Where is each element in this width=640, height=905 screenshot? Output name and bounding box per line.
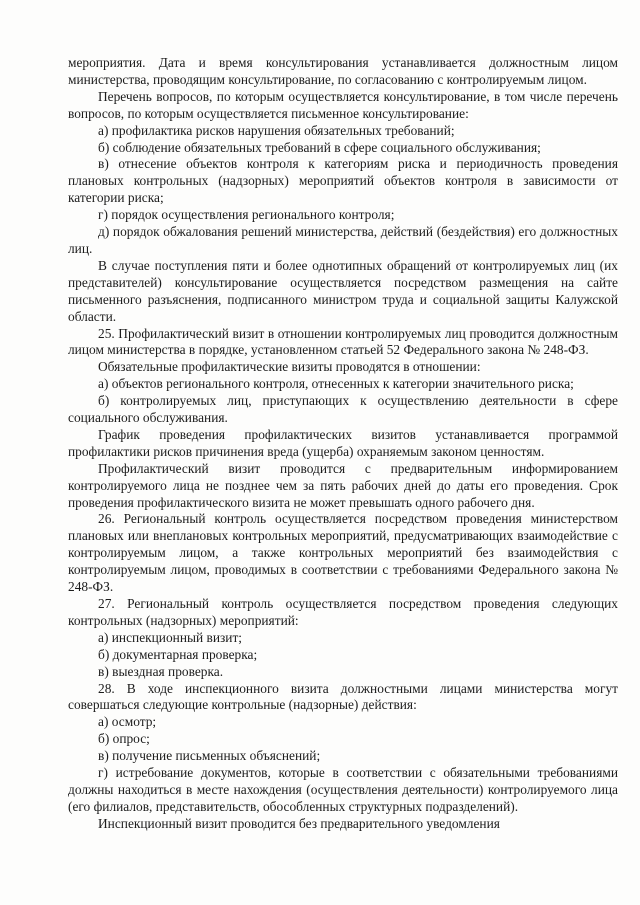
list-item-d-control-procedure: г) порядок осуществления регионального контроля; [98, 207, 395, 223]
list-item-c-risk-categories: в) отнесение объектов контроля к категориям риска и периодичность проведения плановых контрольных (надзорных) мероприятий объектов контроля в зависимости от категории риска; [68, 156, 618, 206]
paragraph-28-inspection-actions: 28. В ходе инспекционного визита должностными лицами министерства могут совершаться следующие контрольные (надзорные) действия: [68, 680, 618, 713]
list-item-b-compliance: б) соблюдение обязательных требований в сфере социального обслуживания; [98, 139, 541, 155]
paragraph-consultation-time: мероприятия. Дата и время консультирования устанавливается должностным лицом министерства, проводящим консультирование, по согласованию с контролируемым лицом. [68, 55, 618, 87]
list-item-a-risk-prevention: а) профилактика рисков нарушения обязательных требований; [98, 122, 455, 138]
paragraph-25-preventive-visit: 25. Профилактический визит в отношении контролируемых лиц проводится должностным лицом министерства в порядке, установленном статьей 52 Федерального закона № 248-ФЗ. [68, 325, 618, 358]
list-item-b-survey: б) опрос; [98, 731, 150, 747]
list-item-b-document-check: б) документарная проверка; [98, 646, 258, 662]
paragraph-26-regional-control: 26. Региональный контроль осуществляется посредством проведения министерством плановых или внеплановых контрольных мероприятий, предусматривающих взаимодействие с контролируемым лицом, а также контрольных мероприятий без взаимодействия с контролируемым лицом, проводимых в соответствии с требованиями Федерального закона № 248-ФЗ. [68, 511, 618, 595]
list-item-a-significant-risk: а) объектов регионального контроля, отнесенных к категории значительного риска; [98, 376, 574, 392]
list-item-d-document-request: г) истребование документов, которые в соответствии с обязательными требованиями должны находиться в месте нахождения (осуществления деятельности) контролируемого лица (его филиалов, представительств, обособленных структурных подразделений). [68, 765, 618, 814]
paragraph-27-control-measures: 27. Региональный контроль осуществляется посредством проведения следующих контрольных (надзорных) мероприятий: [68, 596, 618, 628]
paragraph-visit-schedule: График проведения профилактических визитов устанавливается программой профилактики рисков причинения вреда (ущерба) охраняемым законом ценностям. [68, 426, 618, 459]
list-item-e-appeal-procedure: д) порядок обжалования решений министерства, действий (бездействия) его должностных лиц. [68, 224, 618, 256]
paragraph-inspection-no-notice: Инспекционный визит проводится без предварительного уведомления [98, 815, 500, 831]
paragraph-visit-notice: Профилактический визит проводится с предварительным информированием контролируемого лица не позднее чем за пять рабочих дней до даты его проведения. Срок проведения профилактического визита не может превышать одного рабочего дня. [68, 460, 618, 510]
paragraph-consultation-questions: Перечень вопросов, по которым осуществляется консультирование, в том числе перечень вопросов, по которым осуществляется письменное консультирование: [68, 88, 618, 121]
paragraph-mandatory-visits: Обязательные профилактические визиты проводятся в отношении: [98, 359, 481, 375]
list-item-a-examination: а) осмотр; [98, 714, 157, 730]
paragraph-written-clarification: В случае поступления пяти и более однотипных обращений от контролируемых лиц (их представителей) консультирование осуществляется посредством размещения на сайте письменного разъяснения, подписанного министром труда и социальной защиты Калужской области. [68, 257, 618, 324]
list-item-c-field-check: в) выездная проверка. [98, 663, 224, 679]
list-item-b-new-operators: б) контролируемых лиц, приступающих к осуществлению деятельности в сфере социального обслуживания. [68, 393, 618, 426]
list-item-a-inspection-visit: а) инспекционный визит; [98, 629, 243, 645]
list-item-c-explanations: в) получение письменных объяснений; [98, 748, 321, 764]
